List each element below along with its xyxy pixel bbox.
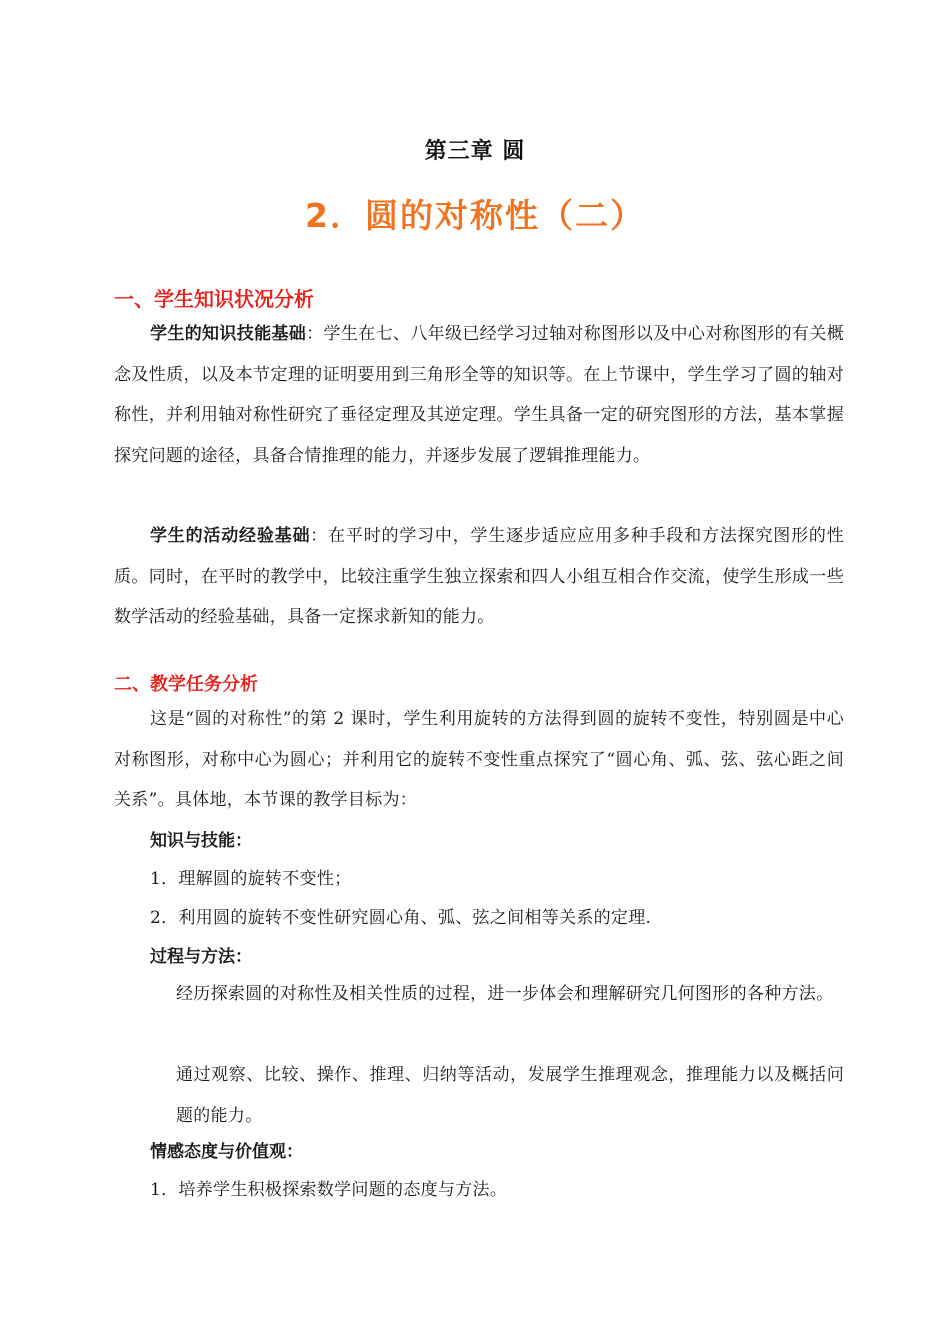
chapter-title: 第三章 圆	[424, 139, 526, 164]
subheading-emotion-values: 情感态度与价值观：	[150, 1142, 303, 1162]
paragraph-lead: 学生的活动经验基础	[150, 526, 311, 546]
subheading-process-methods: 过程与方法：	[150, 947, 252, 967]
list-item: 经历探索圆的对称性及相关性质的过程，进一步体会和理解研究几何图形的各种方法。	[176, 984, 834, 1004]
paragraph-lead: 学生的知识技能基础	[150, 324, 307, 344]
list-item: 1．理解圆的旋转不变性；	[150, 869, 352, 889]
subheading-knowledge-skills: 知识与技能：	[150, 831, 252, 851]
lesson-title: 2．圆的对称性（二）	[305, 196, 645, 235]
list-item: 1．培养学生积极探索数学问题的态度与方法。	[150, 1180, 508, 1200]
paragraph-text: ：学生在七、八年级已经学习过轴对称图形以及中心对称图形的有关概念及性质，以及本节定理的证明要用到三角形全等的知识等。在上节课中，学生学习了圆的轴对称性，并利用轴对称性研究了垂径定理及其逆定理。学生具备一定的研究图形的方法，基本掌握探究问题的途径，具备合情推理的能力，并逐步发展了逻辑推理能力。	[114, 324, 844, 466]
paragraph-activity-basis	[114, 516, 844, 638]
section-heading-student-analysis: 一、学生知识状况分析	[114, 287, 314, 311]
list-item: 2．利用圆的旋转不变性研究圆心角、弧、弦之间相等关系的定理.	[150, 908, 652, 928]
paragraph-text: ：在平时的学习中，学生逐步适应应用多种手段和方法探究图形的性质。同时，在平时的教学中，比较注重学生独立探索和四人小组互相合作交流，使学生形成一些数学活动的经验基础，具备一定探求新知的能力。	[114, 526, 845, 627]
paragraph-task-intro: 这是“圆的对称性”的第 2 课时，学生利用旋转的方法得到圆的旋转不变性，特别圆是中心对称图形，对称中心为圆心；并利用它的旋转不变性重点探究了“圆心角、弧、弦、弦心距之间关系”。具体地，本节课的教学目标为：	[114, 709, 844, 810]
section-heading-task-analysis: 二、教学任务分析	[114, 674, 258, 695]
paragraph-knowledge-basis	[114, 314, 844, 476]
list-item: 通过观察、比较、操作、推理、归纳等活动，发展学生推理观念，推理能力以及概括问题的能力。	[176, 1065, 844, 1126]
